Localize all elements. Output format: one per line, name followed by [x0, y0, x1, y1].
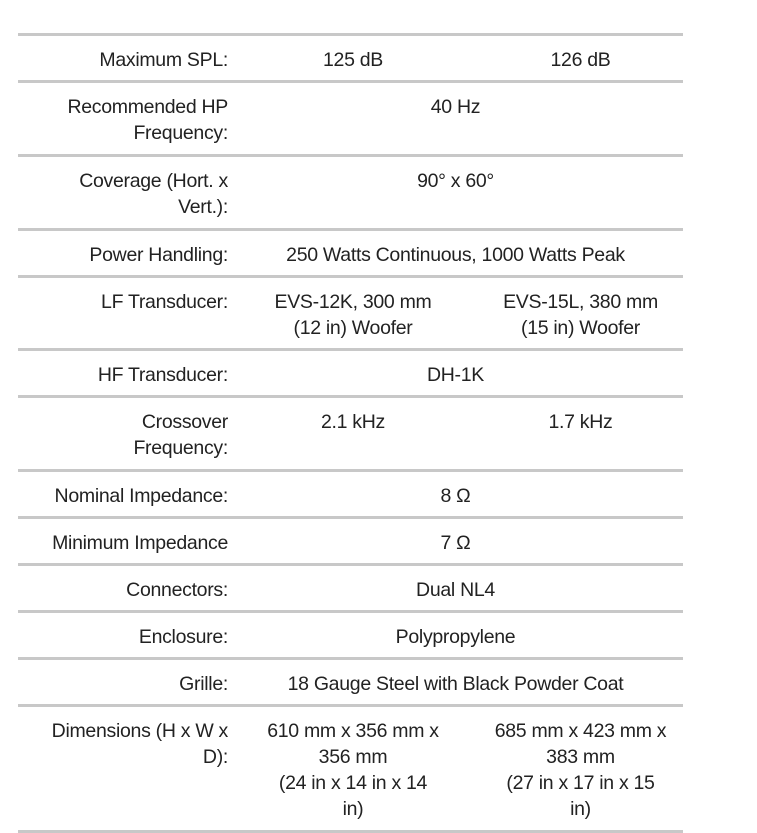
spec-value: 18 Gauge Steel with Black Powder Coat: [287, 673, 624, 695]
spec-label: Dimensions (H x W x D):: [51, 720, 228, 768]
spec-row-connectors: [18, 566, 683, 613]
spec-value: Polypropylene: [395, 626, 516, 648]
spec-row-grille: [18, 660, 683, 707]
spec-row-minimum-impedance: [18, 519, 683, 566]
spec-label: Connectors:: [126, 579, 228, 601]
spec-table: [18, 33, 683, 833]
spec-value: 250 Watts Continuous, 1000 Watts Peak: [286, 244, 625, 266]
spec-value: DH-1K: [426, 364, 484, 386]
spec-label: Crossover Frequency:: [133, 411, 228, 459]
spec-label: HF Transducer:: [97, 364, 228, 386]
spec-row-recommended-hp: [18, 83, 683, 157]
spec-label: Minimum Impedance: [52, 532, 228, 554]
spec-row-coverage: [18, 157, 683, 231]
spec-row-dimensions: [18, 707, 683, 833]
spec-label: Power Handling:: [89, 244, 228, 266]
spec-value: 40 Hz: [430, 96, 481, 118]
spec-row-hf-transducer: [18, 351, 683, 398]
spec-value-12: 2.1 kHz: [320, 411, 385, 433]
spec-value: Dual NL4: [416, 579, 495, 601]
spec-value-15: 126 dB: [550, 49, 611, 71]
spec-label: Recommended HP Frequency:: [67, 96, 228, 144]
spec-row-lf-transducer: [18, 278, 683, 351]
spec-value-12: EVS-12K, 300 mm (12 in) Woofer: [274, 291, 432, 339]
spec-label: LF Transducer:: [101, 291, 228, 313]
spec-row-crossover: [18, 398, 683, 472]
spec-label: Nominal Impedance:: [54, 485, 228, 507]
spec-value: 7 Ω: [440, 532, 471, 554]
spec-row-enclosure: [18, 613, 683, 660]
spec-row-power-handling: [18, 231, 683, 278]
spec-row-nominal-impedance: [18, 472, 683, 519]
spec-label: Coverage (Hort. x Vert.):: [79, 170, 228, 218]
spec-label: Enclosure:: [138, 626, 228, 648]
spec-value-15: 1.7 kHz: [548, 411, 613, 433]
spec-row-maximum-spl: [18, 36, 683, 83]
spec-value: 90° x 60°: [417, 170, 494, 192]
spec-label: Maximum SPL:: [99, 49, 228, 71]
spec-value-15: 685 mm x 423 mm x 383 mm (27 in x 17 in x 15 in): [494, 720, 667, 820]
spec-value-15: EVS-15L, 380 mm (15 in) Woofer: [503, 291, 658, 339]
spec-value-12: 125 dB: [322, 49, 383, 71]
spec-value-12: 610 mm x 356 mm x 356 mm (24 in x 14 in x 14 in): [267, 720, 439, 820]
spec-value: 8 Ω: [440, 485, 471, 507]
spec-label: Grille:: [179, 673, 228, 695]
